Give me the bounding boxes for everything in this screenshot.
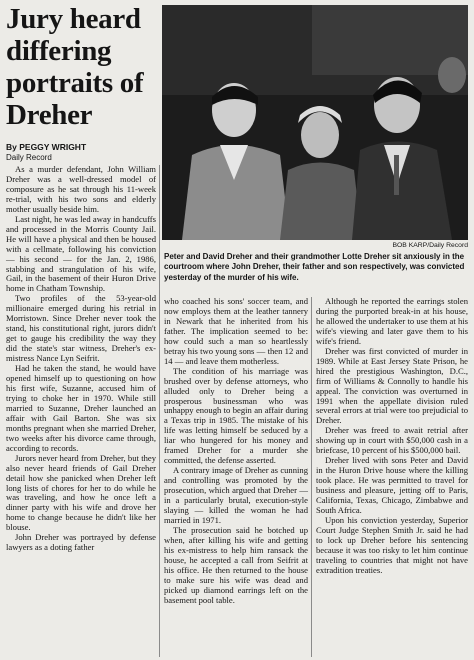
headline: Jury heard differing portraits of Dreher: [6, 3, 144, 131]
column-divider: [311, 297, 312, 657]
paragraph: Two profiles of the 53-year-old millionaire emerged during his retrial in Morristown. Since Dreher never took the stand, his constitutional right, jurors didn't get to gauge his credibility the way they did the state's star witness, Dreher's ex-mistress Nance Lyn Seifrit.: [6, 293, 156, 364]
photo-credit: BOB KARP/Daily Record: [392, 242, 468, 249]
paragraph: Dreher was first convicted of murder in 1989. While at East Jersey State Prison, he hired the prestigious Washington, D.C., firm of Williams & Connolly to handle his appeal. The conviction was overturned in 1991 when the appellate division ruled several errors at trial were too prejudicial to Dreher.: [316, 345, 468, 426]
paragraph: As a murder defendant, John William Dreher was a well-dressed model of composure as he sat through his 11-week re-trial, with his two sons and elderly mother usually beside him.: [6, 164, 156, 214]
paragraph: Dreher lived with sons Peter and David in the Huron Drive house where the killing took place. He was permitted to travel for business and pleasure, jetting off to Paris, California, Texas, Chicago, Zimbabwe and South Africa.: [316, 455, 468, 516]
paragraph: who coached his sons' soccer team, and now employs them at the leather tannery in Newark that he inherited from his father. The implication seemed to be: how could such a man so heartlessly betray his two young sons — then 12 and 14 — and leave them motherless.: [164, 296, 308, 366]
paragraph: Dreher was freed to await retrial after showing up in court with $50,000 cash in a briefcase, 10 percent of his $500,000 bail.: [316, 425, 468, 456]
photo-caption: Peter and David Dreher and their grandmother Lotte Dreher sit anxiously in the courtroom where John Dreher, their father and son respectively, was convicted yesterday of the murder of his wife.: [164, 252, 465, 282]
courtroom-photo-image: [162, 5, 468, 240]
paragraph: The condition of his marriage was brushed over by defense attorneys, who alluded only to Dreher being a prosperous businessman who was unhappy enough to begin an affair during a Texas trip in 1985. The mistake of his life was letting himself be seduced by a liar who hungered for his money and framed Dreher for a murder she committed, the defense asserted.: [164, 365, 308, 466]
column-divider: [159, 165, 160, 657]
article-column-3: [316, 297, 468, 576]
paragraph: Last night, he was led away in handcuffs and processed in the Morris County Jail. He will have a physical and then be housed with a cellmate, following his conviction — his second — for the Jan. 2, 1986, stabbing and strangulation of his wife, Gail, in the basement of their Huron Drive home in Chatham Township.: [6, 213, 156, 294]
paragraph: John Dreher was portrayed by defense lawyers as a doting father: [6, 532, 156, 553]
courtroom-photo: [162, 5, 468, 240]
paragraph: A contrary image of Dreher as cunning and controlling was promoted by the prosecution, which argued that Dreher — in a particularly brutal, execution-style slaying — killed the woman he had married in 1971.: [164, 465, 308, 525]
article-column-2: [164, 297, 308, 606]
paragraph: The prosecution said he botched up when, after killing his wife and getting his ex-mistress to help him ransack the house, he accepted a call from Seifrit at his office. He then returned to the house to make sure his wife was dead and picked up diamond earrings left on the basement pool table.: [164, 524, 308, 605]
article-column-1: [6, 165, 156, 553]
byline-organization: Daily Record: [6, 153, 52, 162]
byline-author: By PEGGY WRIGHT: [6, 142, 87, 152]
paragraph: Jurors never heard from Dreher, but they also never heard friends of Gail Dreher detail how she panicked when Dreher left long lists of chores for her to do while he was traveling, and how he once left a dinner party with his wife and drove her home to change because he didn't like her blouse.: [6, 452, 156, 533]
paragraph: Upon his conviction yesterday, Superior Court Judge Stephen Smith Jr. said he had to lock up Dreher before his sentencing because it was too risky to let him continue traveling to countries that might not have extradition treaties.: [316, 514, 468, 575]
paragraph: Although he reported the earrings stolen during the purported break-in at his house, he allowed the undertaker to use them at his wife's viewing and later gave them to his wife's friend.: [316, 296, 468, 346]
paragraph: Had he taken the stand, he would have opened himself up to questioning on how his first wife, Suzanne, accused him of trying to choke her in 1970. While still married to Suzanne, Dreher launched an affair with Gail Barton. She was six months pregnant when she married Dreher, two weeks after his divorce came through, according to records.: [6, 363, 156, 453]
